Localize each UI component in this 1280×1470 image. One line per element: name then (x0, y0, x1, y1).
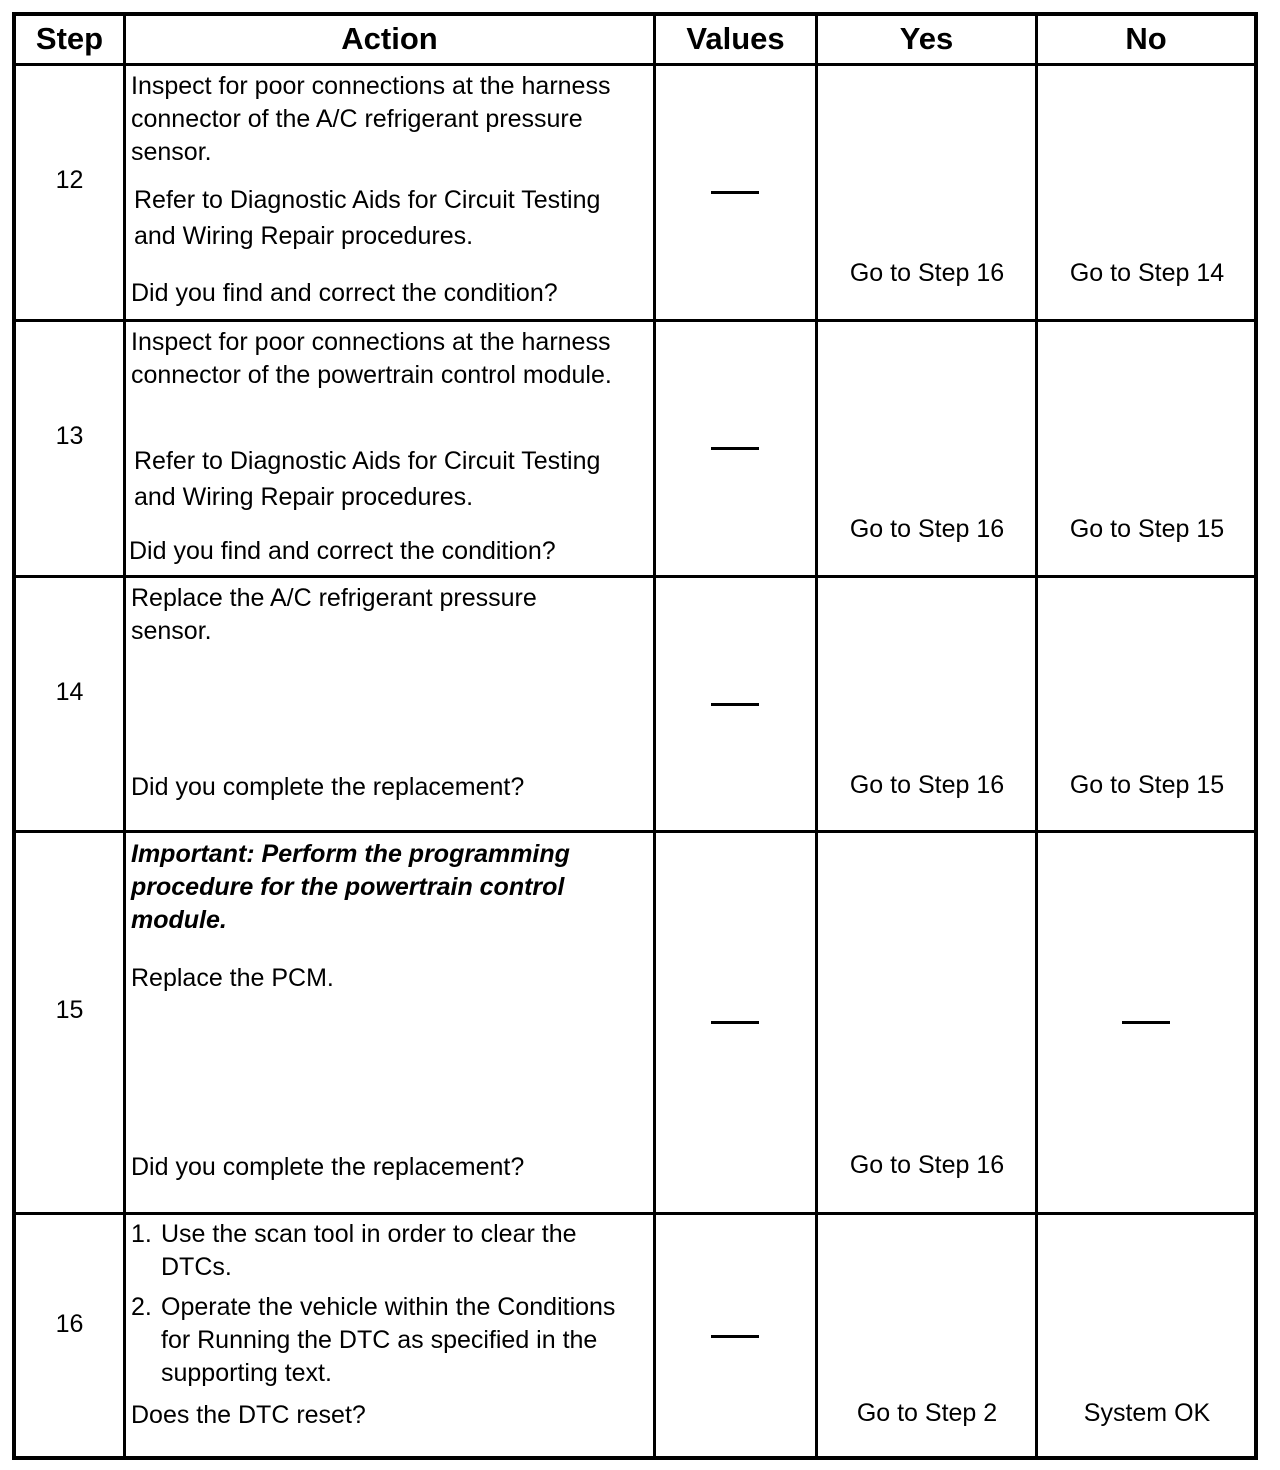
action-reference: Refer to Diagnostic Aids for Circuit Testing and Wiring Repair procedures. (134, 186, 601, 250)
action-question: Did you find and correct the condition? (129, 537, 556, 565)
no-result: System OK (1083, 1399, 1211, 1427)
no-result: Go to Step 15 (1069, 771, 1225, 799)
action-question: Did you complete the replacement? (131, 1153, 525, 1181)
header-yes: Yes (899, 21, 954, 56)
no-empty-dash (1122, 1021, 1170, 1024)
list-item-number: 2. (131, 1293, 152, 1321)
important-note: Important: Perform the programming procedure for the powertrain control module. (131, 840, 570, 934)
step-number: 16 (55, 1310, 84, 1338)
values-empty-dash (711, 447, 759, 450)
yes-result: Go to Step 16 (849, 515, 1005, 543)
row-divider (12, 575, 1258, 578)
row-divider (12, 63, 1258, 66)
header-action: Action (341, 21, 438, 56)
header-no: No (1125, 21, 1167, 56)
action-text: Replace the PCM. (131, 964, 334, 992)
row-divider (12, 1212, 1258, 1215)
list-item-text: Use the scan tool in order to clear the DTCs. (161, 1220, 577, 1281)
action-text: Inspect for poor connections at the harness connector of the powertrain control module. (131, 328, 612, 389)
step-number: 12 (55, 166, 84, 194)
column-divider (123, 12, 126, 1460)
step-number: 13 (55, 422, 84, 450)
yes-result: Go to Step 16 (849, 259, 1005, 287)
column-divider (815, 12, 818, 1460)
action-text: Inspect for poor connections at the harness connector of the A/C refrigerant pressure sensor. (131, 72, 611, 166)
values-empty-dash (711, 703, 759, 706)
column-divider (1035, 12, 1038, 1460)
yes-result: Go to Step 2 (856, 1399, 998, 1427)
list-item-number: 1. (131, 1220, 152, 1248)
row-divider (12, 319, 1258, 322)
list-item-text: Operate the vehicle within the Conditions for Running the DTC as specified in the supporting text. (161, 1293, 616, 1387)
yes-result: Go to Step 16 (849, 1151, 1005, 1179)
column-divider (653, 12, 656, 1460)
no-result: Go to Step 15 (1069, 515, 1225, 543)
action-reference: Refer to Diagnostic Aids for Circuit Testing and Wiring Repair procedures. (134, 447, 601, 511)
header-values: Values (686, 21, 785, 56)
values-empty-dash (711, 1335, 759, 1338)
list-item (131, 1218, 651, 1284)
step-number: 15 (55, 996, 84, 1024)
yes-result: Go to Step 16 (849, 771, 1005, 799)
header-step: Step (35, 21, 104, 56)
action-text: Replace the A/C refrigerant pressure sensor. (131, 584, 537, 645)
no-result: Go to Step 14 (1069, 259, 1225, 287)
action-question: Did you complete the replacement? (131, 773, 525, 801)
values-empty-dash (711, 191, 759, 194)
step-number: 14 (55, 678, 84, 706)
list-item (131, 1291, 621, 1390)
row-divider (12, 830, 1258, 833)
action-question: Did you find and correct the condition? (131, 279, 558, 307)
values-empty-dash (711, 1021, 759, 1024)
action-question: Does the DTC reset? (131, 1401, 366, 1429)
